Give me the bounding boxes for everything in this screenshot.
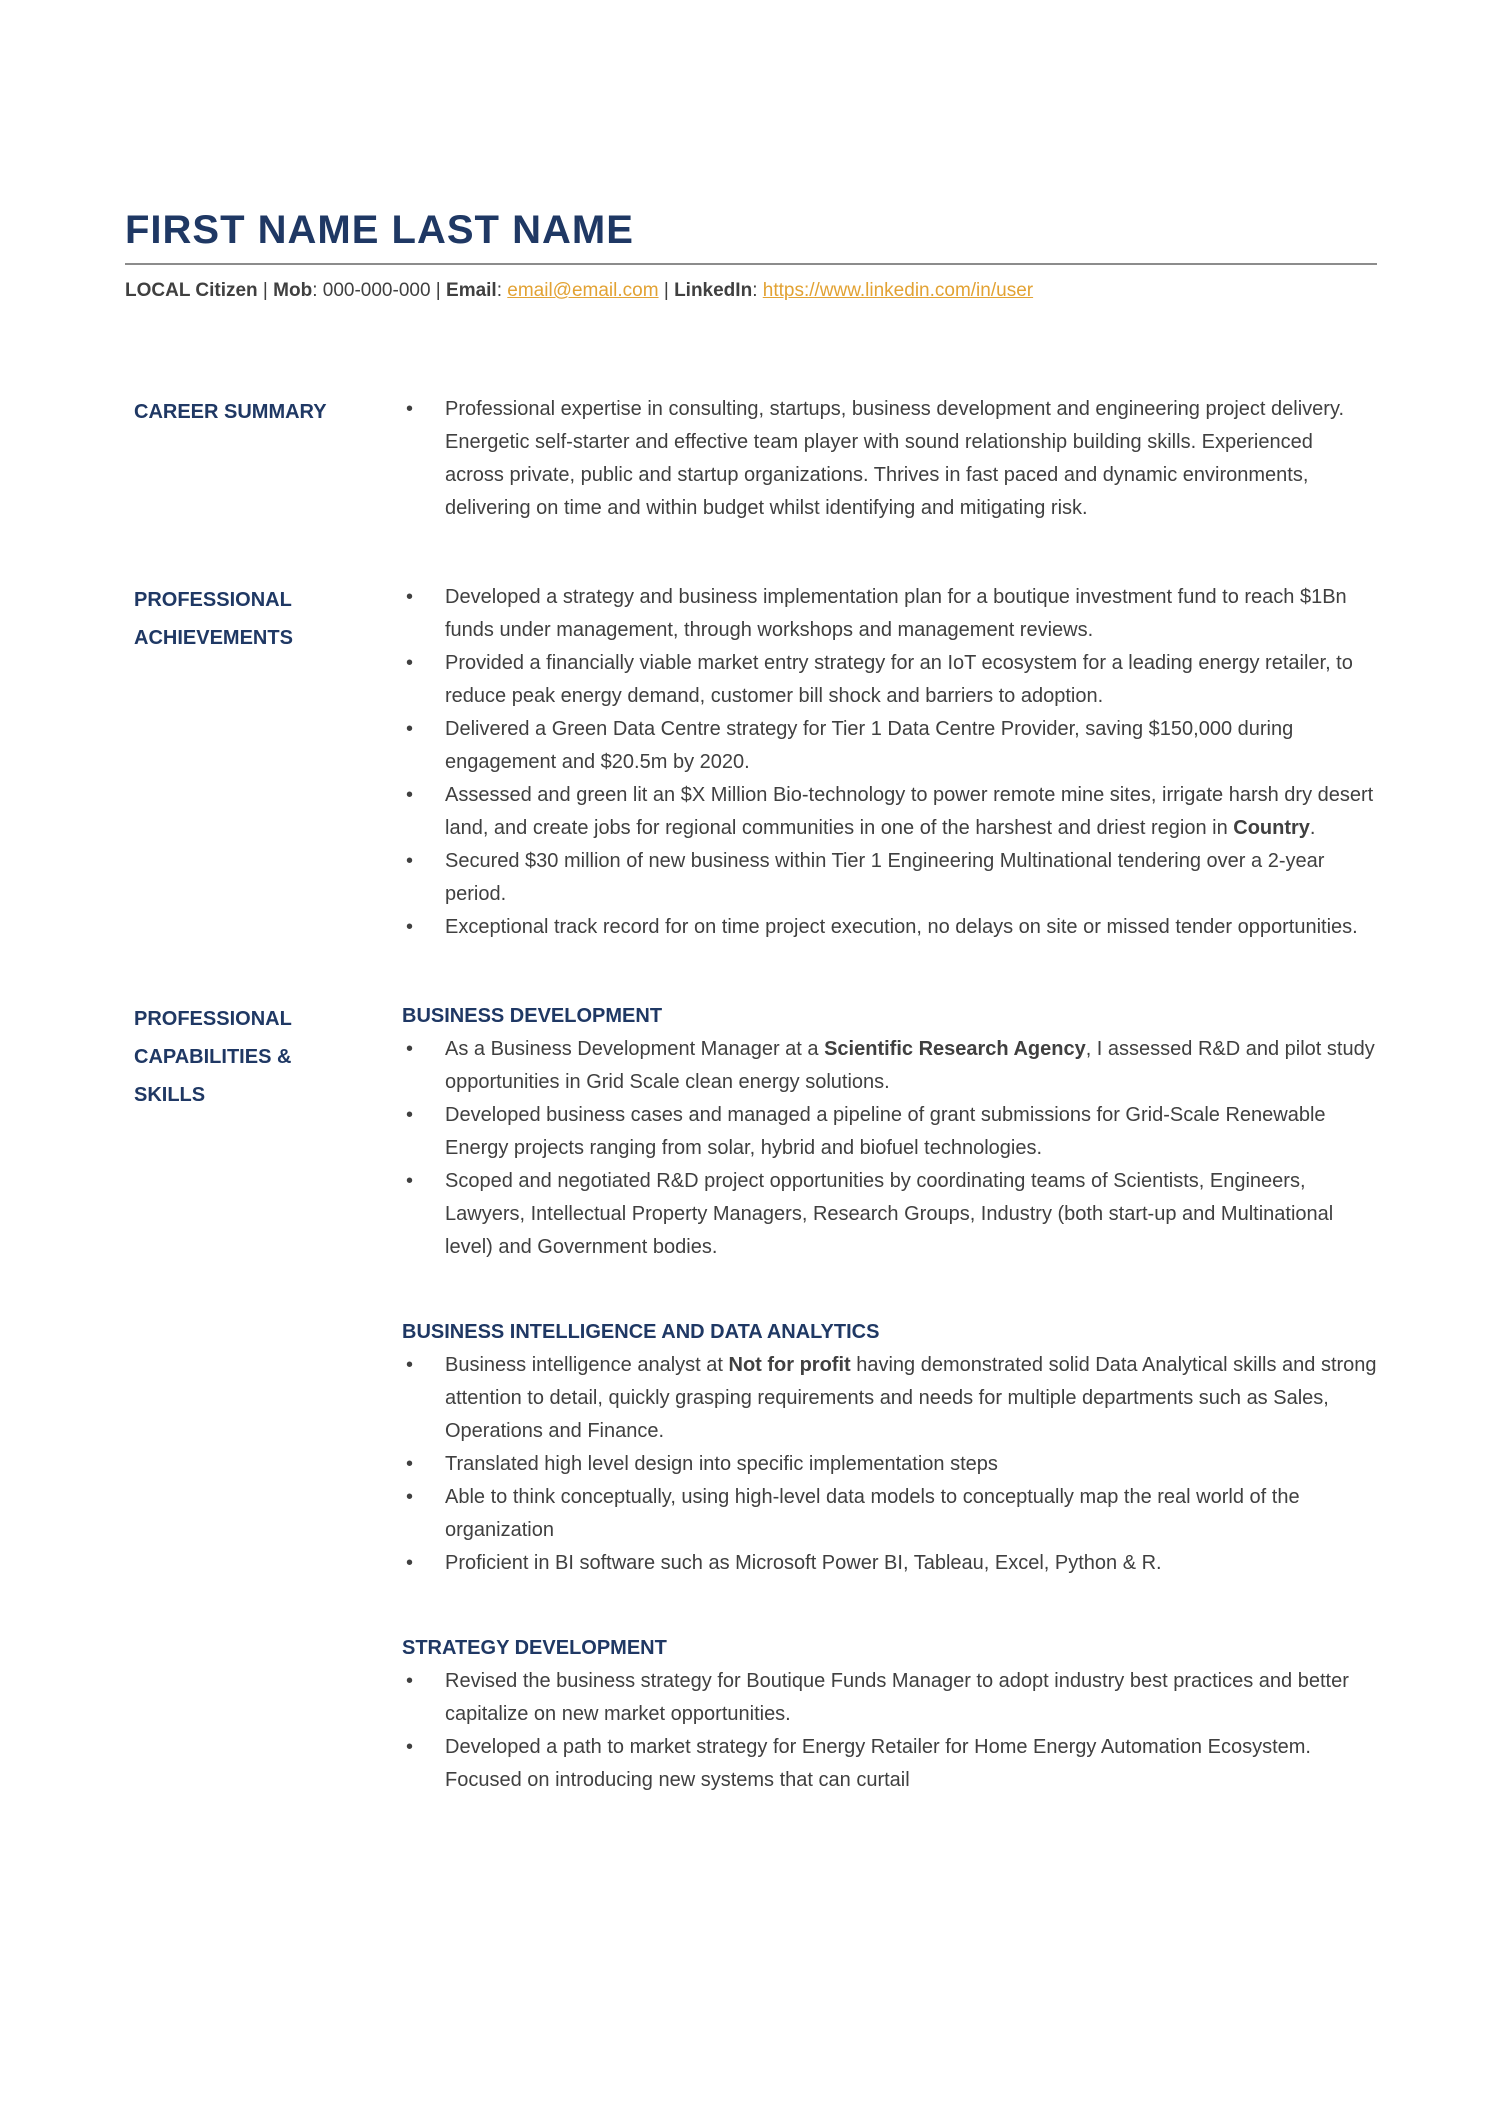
capability-group xyxy=(402,581,1377,944)
section-label-line: ACHIEVEMENTS xyxy=(134,627,293,649)
bullet-item xyxy=(402,1448,1377,1481)
section-label-professional-capabilities-skills xyxy=(125,1000,402,1114)
bullet-item xyxy=(402,1547,1377,1580)
text: Scoped and negotiated R&D project opportunities by coordinating teams of Scientists, Engineers, Lawyers, Intellectual Property Managers, Research Groups, Industry (both start-up and Multinational level) and Government bodies. xyxy=(445,1170,1334,1258)
text: Exceptional track record for on time project execution, no delays on site or missed tender opportunities. xyxy=(445,916,1358,938)
bullet-list xyxy=(402,1665,1377,1797)
bullet-item xyxy=(402,581,1377,647)
group-heading: BUSINESS DEVELOPMENT xyxy=(402,1005,663,1027)
bullet-item xyxy=(402,1481,1377,1547)
bold-text: LOCAL Citizen xyxy=(125,280,258,301)
bullet-item xyxy=(402,779,1377,845)
linkedin-link[interactable]: https://www.linkedin.com/in/user xyxy=(762,280,1034,301)
text: Delivered a Green Data Centre strategy for Tier 1 Data Centre Provider, saving $150,000 during engagement and $20.5m by 2020. xyxy=(445,718,1294,773)
bullet-item xyxy=(402,1165,1377,1264)
bold-text: Mob xyxy=(273,280,313,301)
text: | xyxy=(658,280,675,301)
text: : 000-000-000 | xyxy=(312,280,447,301)
text: : xyxy=(496,280,508,301)
capability-group xyxy=(402,1632,1377,1797)
bullet-item xyxy=(402,845,1377,911)
bullet-item xyxy=(402,1731,1377,1797)
bullet-list xyxy=(402,1349,1377,1580)
bold-text: Email xyxy=(446,280,497,301)
bold-text: Not for profit xyxy=(728,1354,851,1376)
resume-sections xyxy=(125,393,1377,1797)
text: having demonstrated solid Data Analytical skills and strong attention to detail, quickly grasping requirements and needs for multiple departments such as Sales, Operations and Finance. xyxy=(445,1354,1377,1442)
capability-group xyxy=(402,393,1377,525)
bullet-item xyxy=(402,1349,1377,1448)
bullet-item xyxy=(402,393,1377,525)
bullet-list xyxy=(402,393,1377,525)
section-content-professional-achievements xyxy=(402,581,1377,944)
section-label-line: PROFESSIONAL xyxy=(134,589,292,611)
text: Developed a strategy and business implementation plan for a boutique investment fund to reach $1Bn funds under management, through workshops and management reviews. xyxy=(445,586,1347,641)
bold-text: Country xyxy=(1233,817,1310,839)
section-label-line: CAPABILITIES & xyxy=(134,1046,292,1068)
section-label-line: SKILLS xyxy=(134,1084,206,1106)
text: Translated high level design into specific implementation steps xyxy=(445,1453,998,1475)
text: Assessed and green lit an $X Million Bio-technology to power remote mine sites, irrigate harsh dry desert land, and create jobs for regional communities in one of the harshest and driest region in xyxy=(445,784,1374,839)
text: Developed a path to market strategy for Energy Retailer for Home Energy Automation Ecosystem. Focused on introducing new systems that can curtail xyxy=(445,1736,1311,1791)
text: : xyxy=(752,280,763,301)
section-label-professional-achievements xyxy=(125,581,402,657)
bullet-item xyxy=(402,1665,1377,1731)
bullet-list xyxy=(402,1033,1377,1264)
contact-line xyxy=(125,277,1377,305)
section-label-career-summary xyxy=(125,393,402,431)
email-link[interactable]: email@email.com xyxy=(507,280,659,301)
text: , I assessed R&D and pilot study opportunities in Grid Scale clean energy solutions. xyxy=(445,1038,1375,1093)
text: Able to think conceptually, using high-level data models to conceptually map the real world of the organization xyxy=(445,1486,1300,1541)
text: Proficient in BI software such as Microsoft Power BI, Tableau, Excel, Python & R. xyxy=(445,1552,1162,1574)
bullet-item xyxy=(402,647,1377,713)
section-professional-capabilities-skills xyxy=(125,1000,1377,1797)
bullet-item xyxy=(402,1033,1377,1099)
person-name: FIRST NAME LAST NAME xyxy=(125,208,1377,265)
section-professional-achievements xyxy=(125,581,1377,944)
group-heading: STRATEGY DEVELOPMENT xyxy=(402,1637,667,1659)
bullet-list xyxy=(402,581,1377,944)
text: Business intelligence analyst at xyxy=(445,1354,729,1376)
section-label-line: CAREER SUMMARY xyxy=(134,401,327,423)
text: As a Business Development Manager at a xyxy=(445,1038,825,1060)
capability-group xyxy=(402,1000,1377,1264)
bullet-item xyxy=(402,713,1377,779)
section-content-career-summary xyxy=(402,393,1377,525)
text: Developed business cases and managed a pipeline of grant submissions for Grid-Scale Renewable Energy projects ranging from solar, hybrid and biofuel technologies. xyxy=(445,1104,1326,1159)
bold-text: Scientific Research Agency xyxy=(824,1038,1086,1060)
text: Professional expertise in consulting, startups, business development and engineering project delivery. Energetic self-starter and effective team player with sound relationship building skills. Experienced across private, public and startup organizations. Thrives in fast paced and dynamic environments, delivering on time and within budget whilst identifying and mitigating risk. xyxy=(445,398,1345,519)
section-content-professional-capabilities-skills xyxy=(402,1000,1377,1797)
text: Revised the business strategy for Boutique Funds Manager to adopt industry best practices and better capitalize on new market opportunities. xyxy=(445,1670,1349,1725)
text: Provided a financially viable market entry strategy for an IoT ecosystem for a leading energy retailer, to reduce peak energy demand, customer bill shock and barriers to adoption. xyxy=(445,652,1353,707)
section-career-summary xyxy=(125,393,1377,525)
bullet-item xyxy=(402,1099,1377,1165)
text: . xyxy=(1309,817,1316,839)
group-heading: BUSINESS INTELLIGENCE AND DATA ANALYTICS xyxy=(402,1321,880,1343)
text: Secured $30 million of new business within Tier 1 Engineering Multinational tendering over a 2-year period. xyxy=(445,850,1325,905)
bold-text: LinkedIn xyxy=(674,280,753,301)
text: | xyxy=(257,280,274,301)
bullet-item xyxy=(402,911,1377,944)
capability-group xyxy=(402,1316,1377,1580)
resume-header xyxy=(125,208,1377,305)
section-label-line: PROFESSIONAL xyxy=(134,1008,292,1030)
